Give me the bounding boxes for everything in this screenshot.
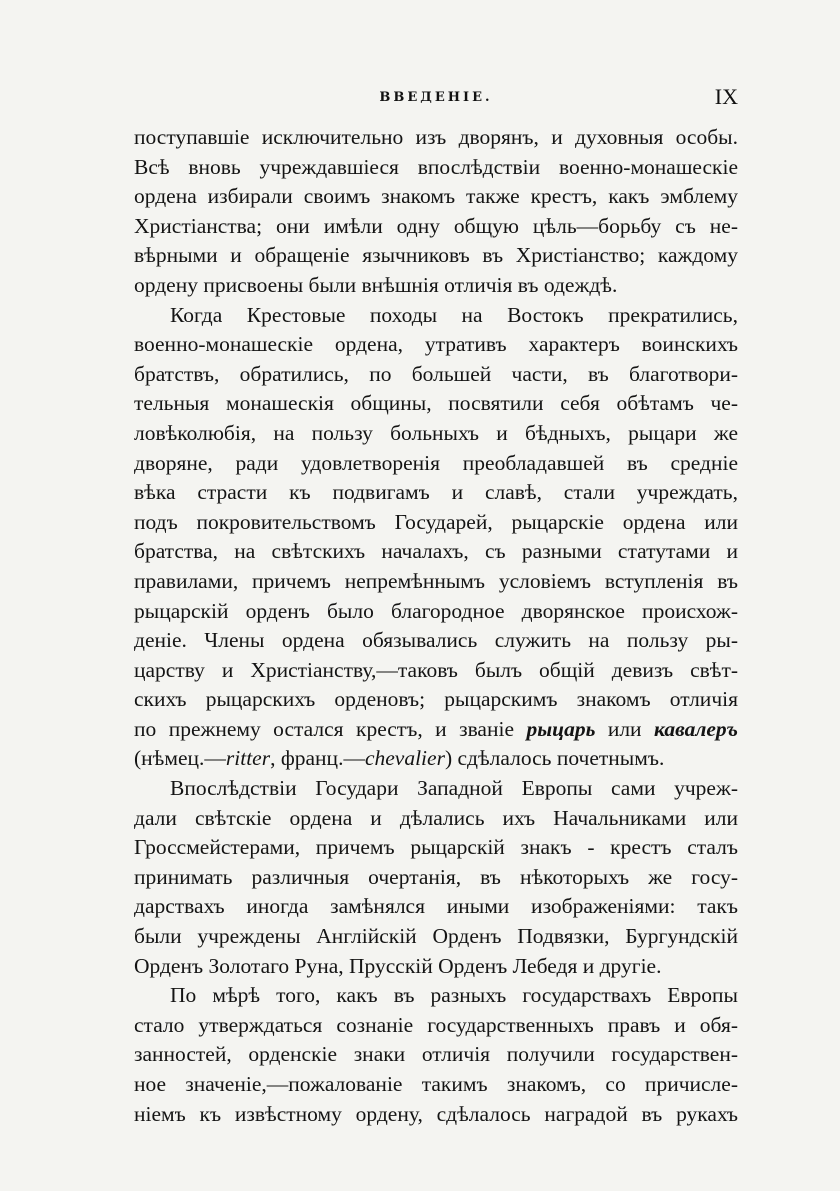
page-header	[134, 84, 738, 114]
text-line: По мѣрѣ того, какъ въ разныхъ государствахъ Европы	[170, 983, 738, 1008]
paragraph-3	[134, 774, 738, 981]
paragraph-2	[134, 301, 738, 775]
running-title: ВВЕДЕНІЕ.	[379, 90, 493, 105]
text-line-mixed	[134, 715, 738, 745]
text-line: Когда Крестовые походы на Востокъ прекратились,	[170, 302, 738, 327]
text-line: царству и Христіанству,—таковъ былъ общій девизъ свѣт-	[134, 657, 738, 682]
text-line: были учреждены Англійскій Орденъ Подвязки, Бургундскій	[134, 924, 738, 949]
text-line: ное значеніе,—пожалованіе такимъ знакомъ, со причисле-	[134, 1072, 738, 1096]
text-line: правилами, причемъ непремѣннымъ условіемъ вступленія въ	[134, 568, 738, 593]
text-run: (нѣмец.—	[134, 746, 226, 771]
text-run: ) сдѣлалось почетнымъ.	[444, 746, 665, 771]
term-ritter: ritter	[225, 746, 271, 771]
text-line: занностей, орденскіе знаки отличія получили государствен-	[134, 1042, 738, 1067]
text-line: военно-монашескіе ордена, утративъ характеръ воинскихъ	[134, 332, 738, 357]
text-line: братства, на свѣтскихъ началахъ, съ разными статутами и	[134, 539, 738, 564]
text-line: ловѣколюбія, на пользу больныхъ и бѣдныхъ, рыцари же	[134, 420, 738, 445]
text-line: ордену присвоены были внѣшнія отличія въ одеждѣ.	[134, 272, 618, 297]
text-line: поступавшіе исключительно изъ дворянъ, и духовныя особы.	[134, 125, 738, 149]
paragraph-1	[134, 123, 738, 301]
text-line: ніемъ къ извѣстному ордену, сдѣлалось наградой въ рукахъ	[134, 1101, 738, 1126]
text-line: тельныя монашескія общины, посвятили себя обѣтамъ че-	[134, 391, 738, 416]
term-cavalier: кавалеръ	[654, 716, 738, 741]
text-line: рыцарскій орденъ было благородное дворянское происхож-	[134, 598, 738, 623]
page-number: IX	[714, 84, 738, 109]
text-line: скихъ рыцарскихъ орденовъ; рыцарскимъ знакомъ отличія	[134, 687, 738, 712]
text-line: принимать различныя очертанія, въ нѣкоторыхъ же госу-	[134, 864, 738, 889]
text-line: братствъ, обратились, по большей части, въ благотвори-	[134, 361, 738, 386]
text-line: дали свѣтскіе ордена и дѣлались ихъ Начальниками или	[134, 805, 738, 830]
text-run: по прежнему остался крестъ, и званіе	[134, 716, 527, 741]
text-line: вѣка страсти къ подвигамъ и славѣ, стали учреждать,	[134, 480, 738, 505]
term-chevalier: chevalier	[364, 746, 445, 771]
text-run: или	[595, 716, 654, 741]
term-knight: рыцарь	[526, 716, 596, 741]
text-line: стало утверждаться сознаніе государственныхъ правъ и обя-	[134, 1012, 738, 1037]
text-line: Орденъ Золотаго Руна, Прусскій Орденъ Лебедя и другіе.	[134, 953, 662, 978]
body-text	[134, 123, 738, 1129]
text-line-mixed	[134, 744, 738, 774]
text-line: дарствахъ иногда замѣнялся иными изображеніями: такъ	[134, 894, 738, 919]
text-line: дворяне, ради удовлетворенія преобладавшей въ средніе	[134, 450, 738, 475]
text-line: Всѣ вновь учреждавшіеся впослѣдствіи военно-монашескіе	[134, 154, 738, 179]
text-line: Христіанства; они имѣли одну общую цѣль—борьбу съ не-	[134, 213, 738, 238]
text-line: деніе. Члены ордена обязывались служить на пользу ры-	[134, 628, 738, 653]
text-line: ордена избирали своимъ знакомъ также крестъ, какъ эмблему	[134, 184, 738, 209]
text-line: Впослѣдствіи Государи Западной Европы сами учреж-	[170, 776, 738, 801]
text-run: , франц.—	[270, 746, 365, 771]
text-line: подъ покровительствомъ Государей, рыцарскіе ордена или	[134, 509, 738, 534]
paragraph-4	[134, 981, 738, 1129]
text-line: вѣрными и обращеніе язычниковъ въ Христіанство; каждому	[134, 243, 738, 268]
text-line: Гроссмейстерами, причемъ рыцарскій знакъ - крестъ сталъ	[134, 835, 738, 860]
